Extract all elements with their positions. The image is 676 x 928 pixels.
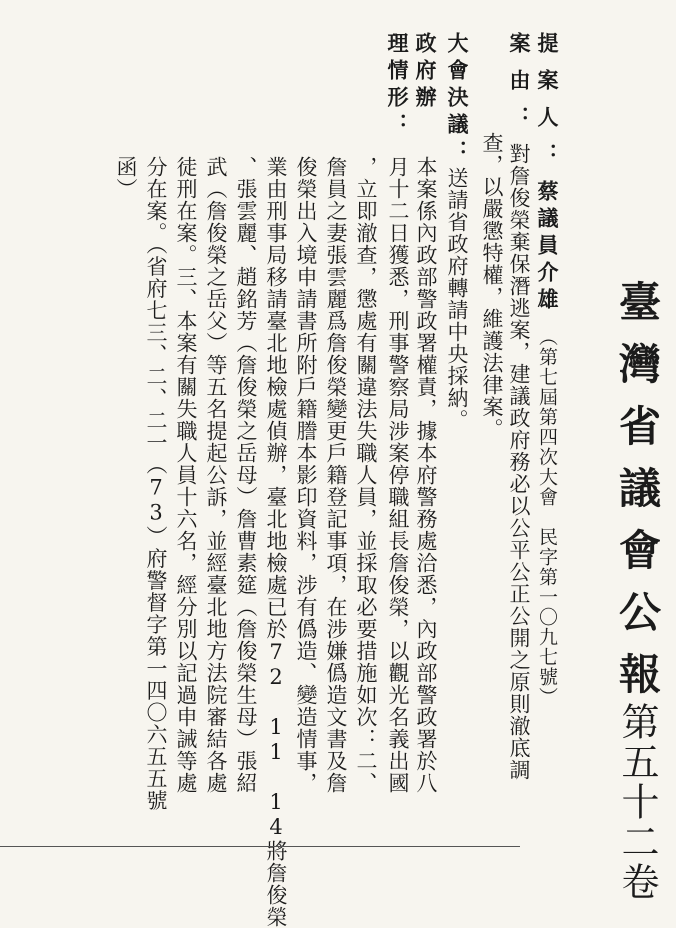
resolution-line xyxy=(446,32,468,431)
gov-label-1: 政府辦 xyxy=(413,32,438,113)
gov-line: 函） xyxy=(114,156,138,200)
gov-line: 分在案。（省府七三、二、二一（73）府警督字第一四〇六五五號 xyxy=(144,156,168,812)
bottom-rule xyxy=(0,846,520,847)
resolution-label: 大會決議： xyxy=(445,32,470,167)
session-reference: （第七屆第四次大會 民字第一〇九七號） xyxy=(536,327,558,707)
gov-line: 、張雲麗、趙銘芳（詹俊榮之岳母）詹曹素筵（詹俊榮生母）張紹 xyxy=(234,156,258,794)
gov-line: 本案係內政部警政署權責，據本府警務處洽悉，內政部警政署於八 xyxy=(414,156,438,794)
journal-title: 臺灣省議會公報 xyxy=(613,280,662,714)
proposer-name: 蔡議員介雄 xyxy=(535,180,560,315)
gov-line: 詹員之妻張雲麗爲詹俊榮變更戶籍登記事項，在涉嫌僞造文書及詹 xyxy=(324,156,348,794)
gov-line: 武（詹俊榮之岳父）等五名提起公訴，並經臺北地方法院審結各處 xyxy=(204,156,228,794)
gov-line: 俊榮出入境申請書所附戶籍謄本影印資料，涉有僞造、變造情事， xyxy=(294,156,318,794)
subject-label: 案由： xyxy=(507,32,532,143)
gov-line: ，立即澈查，懲處有關違法失職人員，並採取必要措施如次：二、 xyxy=(354,156,378,794)
gov-line: 業由刑事局移請臺北地檢處偵辦，臺北地檢處已於72 11 14將詹俊榮 xyxy=(264,156,288,928)
resolution-text: 送請省政府轉請中央採納。 xyxy=(445,167,469,431)
gov-line: 徒刑在案。三、本案有關失職人員十六名，經分別以記過申誡等處 xyxy=(174,156,198,794)
gov-line: 月十二日獲悉，刑事警察局涉案停職組長詹俊榮，以觀光名義出國 xyxy=(386,156,410,794)
subject-line-2: 查，以嚴懲特權，維護法律案。 xyxy=(480,132,504,440)
gov-label-2: 理情形： xyxy=(385,32,410,140)
proposer-label: 提案人： xyxy=(535,32,560,180)
subject-text-1: 對詹俊榮棄保潛逃案，建議政府務必以公平公正公開之原則澈底調 xyxy=(507,143,531,781)
proposer-line xyxy=(536,32,558,707)
issue-volume: 第五十二卷 xyxy=(615,702,659,902)
subject-line-1 xyxy=(508,32,530,781)
